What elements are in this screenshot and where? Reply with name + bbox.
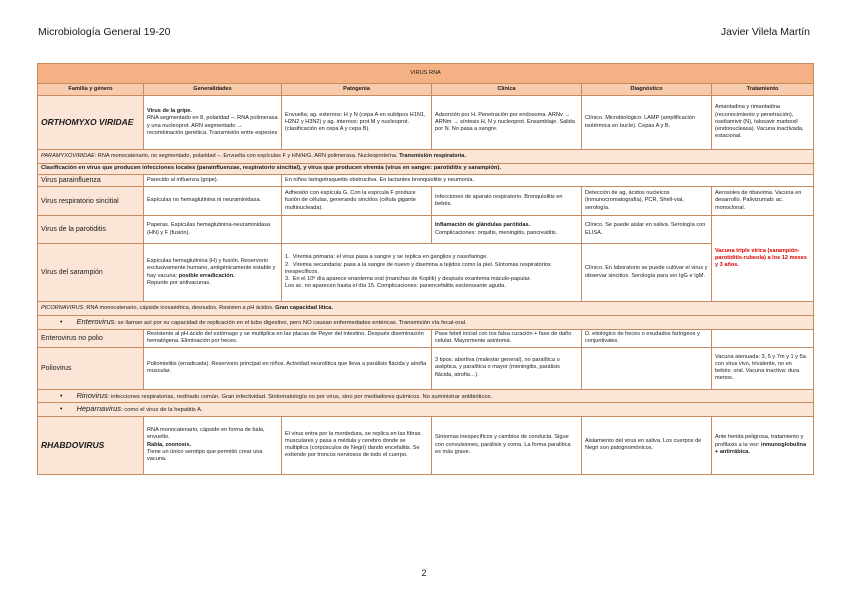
cell-diagnosis: Clínico. En laboratorio se puede cultivar el virus y observar sincitios. Serología para ver IgG e IgM. — [582, 244, 712, 302]
section-note: Clasificación en virus que producen infecciones locales (parainfluenzae, respiratorio sincitial), y virus que producen viremia (virus en sangre: parotiditis y sarampión). — [38, 164, 814, 175]
cell-treatment: Ante herida peligrosa, tratamiento y profilaxis a la vez: inmunoglobulina + antirrábica. — [712, 416, 814, 474]
table-row-orthomyxo — [38, 96, 814, 150]
family-enterovirus-no-polio: Enterovirus no polio — [38, 329, 144, 347]
table-row-poliovirus — [38, 347, 814, 389]
col-header-general: Generalidades — [144, 84, 282, 96]
cell-general: Poliomielitis (erradicada). Reservorio principal en niños. Actividad neurolítica que lleva a parálisis flácida y atrofia muscular. — [144, 347, 432, 389]
cell-diagnosis: D. etiológico de heces o exudados faríngeos y conjuntivales. — [582, 329, 712, 347]
table-row-parainfluenza — [38, 175, 814, 187]
cell-treatment: Amantadina y rimantadina (reconocimiento y penetración), oseltamivir (N), talosavir marboxil (endonucleasa). Vacuna inactivada, estacional. — [712, 96, 814, 150]
section-bullet: • Rinovirus: infecciones respiratorias, resfriado común. Gran infectividad. Sintomatología no por virus, sino por mediadores químicos. No suministrar antibióticos. — [38, 389, 814, 403]
col-header-family: Familia y género — [38, 84, 144, 96]
cell-general: Resistente al pH ácido del estómago y se multiplica en las placas de Peyer del intestino. Después diseminación hematógena. Eliminación por heces. — [144, 329, 432, 347]
page-number: 2 — [421, 568, 427, 578]
cell-general: Espículas no hemaglutinina ni neuraminidasa. — [144, 187, 282, 216]
section-paramyxo — [38, 150, 814, 164]
section-title: PARAMYXOVIRIDAE: RNA monocatenario, no segmentado, polaridad –. Envuelta con espículas F y HN/H/G. ARN polimerasa. Nucleoproteína. Transmisión respiratoria. — [38, 150, 814, 164]
table-row-sarampion — [38, 244, 814, 302]
page-header — [38, 26, 810, 40]
col-header-pathogenesis: Patogenia — [282, 84, 432, 96]
family-parotiditis: Virus de la parotiditis — [38, 216, 144, 244]
table-title-row — [38, 64, 814, 84]
column-header-row — [38, 84, 814, 96]
cell-pathogenesis: 1. Viremia primaria: el virus pasa a sangre y se replica en ganglios y nasofaringe. 2. Viremia secundaria: pasa a la sangre de nuevo y disemina a tejidos como la piel. Síntomas respiratorios inespecíficos. 3. En el 10º día aparece enantema oral (manchas de Koplik) y después exantema máculo-papular. Los ac. no aparecen hasta el día 15. Complicaciones: panencefalitis esclerosante aguda. — [282, 244, 582, 302]
section-bullet: • Enterovirus: se llaman así por su capacidad de replicación en el tubo digestivo, pero NO causan enfermedades entéricas. Transmisión vía fecal-oral. — [38, 316, 814, 330]
table-row-sincitial — [38, 187, 814, 216]
cell-general: Parecido al influenza (gripe). — [144, 175, 282, 187]
cell-pathogenesis: El virus entra por la mordedura, se replica en las fibras musculares y pasa a médula y cerebro donde se multiplica (corpúsculos de Negri) dando encefalitis. Se extiende por troncos nerviosos de todo el cuerpo. — [282, 416, 432, 474]
cell-treatment: Vacuna atenuada: 3, 5 y 7m y 1 y 5a. con virus vivo, trivalente, no en bebés: oral. Vacuna inactiva: dura menos. — [712, 347, 814, 389]
section-enterovirus — [38, 316, 814, 330]
table-title: VIRUS RNA — [38, 64, 814, 84]
cell-general: Espículas hemaglutinina (H) y fusión. Reservorio exclusivamente humano, antigénicamente estable y hay vacuna: posible erradicación. Repunte por antivacunas. — [144, 244, 282, 302]
section-paramyxo-classification — [38, 164, 814, 175]
cell-clinical: Adsorción por H. Penetración por endosoma. ARNv → ARNm → síntesis H, N y nucleoprot. Ensamblaje. Salida por N. No pasa a sangre. — [432, 96, 582, 150]
cell-pathogenesis: Adhesión con espícula G. Con la espícula F produce fusión de células, generando sincitios (célula gigante multinucleada). — [282, 187, 432, 216]
cell-diagnosis: Clínico. Se puede aislar en saliva. Serología con ELISA. — [582, 216, 712, 244]
section-rhinovirus — [38, 389, 814, 403]
cell-clinical: Pase febril inicial con tos falsa curación + fase de daño celular. Mayormente asintomá. — [432, 329, 582, 347]
cell-treatment: Aerosoles de ribavirina. Vacuna en desarrollo. Palivizumab: ac. monoclonal. — [712, 187, 814, 216]
cell-general: RNA monocatenario, cápside en forma de bala, envuelto. Rabia, zoonosis. Tiene un único serotipo que permitió crear una vacuna. — [144, 416, 282, 474]
family-sincitial: Virus respiratorio sincitial — [38, 187, 144, 216]
section-heparnavirus — [38, 403, 814, 417]
family-sarampion: Virus del sarampión — [38, 244, 144, 302]
section-title: PICORNAVIRUS: RNA monocatenario, cápside icosaédrica, desnudos. Resisten a pH ácidos. Gran capacidad lítica. — [38, 302, 814, 316]
rna-virus-table — [37, 63, 814, 475]
cell-diagnosis: Detección de ag, ácidos nucleicos (inmunocromatografía), PCR, Shell-vial, serología. — [582, 187, 712, 216]
col-header-clinical: Clínica — [432, 84, 582, 96]
cell-diagnosis: Clínico. Microbiológico: LAMP (amplificación isotérmica en bucle). Cepas A y B. — [582, 96, 712, 150]
cell-clinical: Inflamación de glándulas parótidas. Complicaciones: orquitis, meningitis, pancreatitis. — [432, 216, 582, 244]
cell-pathogenesis — [282, 216, 432, 244]
family-parainfluenza: Virus parainfluenza — [38, 175, 144, 187]
cell-pathogenesis: Envuelta; ag. externos: H y N (cepa A en subtipos H1N1, H2N2 y H3N2) y ag. internos: prot M y nucleoprot. (clasificación en cepa A y cepa B). — [282, 96, 432, 150]
header-course: Microbiología General 19-20 — [38, 26, 171, 38]
cell-general: Paperas. Espículas hemaglutinina-neuraminidasa (HN) y F (fusión). — [144, 216, 282, 244]
cell-diagnosis: Aislamiento del virus en saliva. Los cuerpos de Negri son patognomónicos. — [582, 416, 712, 474]
cell-diagnosis — [582, 347, 712, 389]
family-orthomyxo: ORTHOMYXO VIRIDAE — [38, 96, 144, 150]
table-row-enterovirus-no-polio — [38, 329, 814, 347]
header-author: Javier Vilela Martín — [720, 26, 810, 38]
section-picorna — [38, 302, 814, 316]
cell-clinical: 3 tipos: abortiva (malestar general), no paralítica o aséptica, y paralítica o mayor (meningitis, parálisis flácida, atrofia…). — [432, 347, 582, 389]
cell-treatment: Vacuna triple vírica (sarampión-parotiditis-rubeola) a los 12 meses y 3 años. — [712, 216, 814, 302]
section-bullet: • Heparnavirus: como el virus de la hepatitis A. — [38, 403, 814, 417]
col-header-treatment: Tratamiento — [712, 84, 814, 96]
family-poliovirus: Poliovirus — [38, 347, 144, 389]
col-header-diagnosis: Diagnóstico — [582, 84, 712, 96]
cell-clinical: Síntomas inespecíficos y cambios de conducta. Sigue con convulsiones, parálisis y coma. La forma paralítica es más grave. — [432, 416, 582, 474]
table-row-parotiditis — [38, 216, 814, 244]
cell-treatment — [712, 329, 814, 347]
cell-general: Virus de la gripe. RNA segmentado en 8, polaridad –. RNA polimerasa y una nucleoprot. ARN segmentado → recombinación genética. Transmisión entre especies — [144, 96, 282, 150]
family-rhabdovirus: RHABDOVIRUS — [38, 416, 144, 474]
cell-pathogenesis: En niños laringotraqueitis obstructiva. En lactantes bronquiolitis y neumonía. — [282, 175, 814, 187]
table-row-rhabdovirus — [38, 416, 814, 474]
cell-clinical: Infecciones de aparato respiratorio. Bronquiolitis en bebés. — [432, 187, 582, 216]
